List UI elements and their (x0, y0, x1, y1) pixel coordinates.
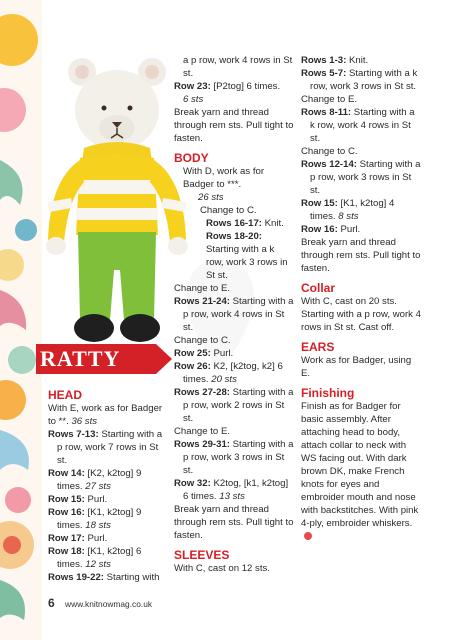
paragraph: a p row, work 4 rows in St st. (183, 55, 293, 79)
page-title: RATTY (40, 346, 121, 371)
paragraph: With C, cast on 12 sts. (174, 563, 270, 574)
stitch-count: 6 sts (183, 94, 204, 105)
website-link[interactable]: www.knitnowmag.co.uk (65, 599, 153, 609)
instruction-row: Rows 1-3: Knit. (301, 55, 369, 66)
instruction-row: Rows 29-31: Starting with a p row, work 3 rows in St st. (174, 439, 294, 476)
ears-heading: EARS (301, 340, 335, 354)
column-body (174, 54, 294, 575)
body-heading: BODY (174, 151, 209, 165)
instruction-row: Rows 7-13: Starting with a p row, work 7 rows in St st. (48, 429, 163, 466)
paragraph: Work as for Badger, using E. (301, 355, 412, 379)
paragraph: Change to C. (200, 205, 257, 216)
instruction-row: Row 15: [K1, k2tog] 4 times. 8 sts (301, 198, 395, 222)
instruction-row: Rows 8-11: Starting with a k row, work 4 rows in St st. (301, 107, 415, 144)
instruction-row: Row 32: K2tog, [k1, k2tog] 6 times. 13 sts (174, 478, 289, 502)
stitch-count: 26 sts (198, 192, 224, 203)
instruction-row: Row 15: Purl. (48, 494, 108, 505)
instruction-row: Row 14: [K2, k2tog] 9 times. 27 sts (48, 468, 142, 492)
paragraph: Change to E. (301, 94, 358, 105)
finishing-heading: Finishing (301, 386, 355, 400)
instruction-row: Row 23: [P2tog] 6 times. (174, 81, 281, 92)
paragraph: Finish as for Badger for basic assembly. After attaching head to body, attach collar to neck with WS facing out. With dark brown DK, make French knots for eyes and embroider mouth and nose with backstitches. With pink 4-ply, embroider whiskers. (301, 400, 421, 543)
instruction-row: Row 18: [K1, k2tog] 6 times. 12 sts (48, 546, 142, 570)
instruction-row: Rows 27-28: Starting with a p row, work 2 rows in St st. (174, 387, 294, 424)
instruction-row: Rows 16-17: Knit. (206, 218, 284, 229)
page-number: 6 (48, 596, 55, 610)
instruction-row: Row 17: Purl. (48, 533, 108, 544)
instruction-row: Rows 5-7: Starting with a k row, work 3 rows in St st. (301, 68, 418, 92)
page-footer (48, 597, 152, 610)
collar-heading: Collar (301, 281, 336, 295)
paragraph: With C, cast on 20 sts. Starting with a p row, work 4 rows in St st. Cast off. (301, 296, 421, 333)
instruction-row: Row 16: [K1, k2tog] 9 times. 18 sts (48, 507, 142, 531)
floral-border-icon (0, 0, 42, 640)
sleeves-heading: SLEEVES (174, 548, 230, 562)
paragraph: Change to E. (174, 426, 231, 437)
paragraph: Break yarn and thread through rem sts. Pull tight to fasten. (174, 107, 294, 144)
instruction-row: Rows 12-14: Starting with a p row, work 3 rows in St st. (301, 159, 421, 196)
instruction-row: Row 25: Purl. (174, 348, 234, 359)
paragraph: Change to C. (301, 146, 358, 157)
paragraph: With D, work as for Badger to ***. (183, 166, 265, 190)
column-sleeves-finishing (301, 54, 421, 543)
end-dot-icon (304, 532, 312, 540)
paragraph: Change to E. (174, 283, 231, 294)
instruction-row: Rows 19-22: Starting with (48, 572, 160, 583)
instruction-row: Rows 18-20: Starting with a k row, work 3 rows in St st. (206, 231, 288, 281)
instruction-row: Row 16: Purl. (301, 224, 361, 235)
paragraph: With E, work as for Badger to **. 36 sts (48, 403, 163, 427)
instruction-row: Row 26: K2, [k2tog, k2] 6 times. 20 sts (174, 361, 283, 385)
paragraph: Break yarn and thread through rem sts. Pull tight to fasten. (301, 237, 421, 274)
instruction-row: Rows 21-24: Starting with a p row, work 4 rows in St st. (174, 296, 294, 333)
head-heading: HEAD (48, 388, 83, 402)
paragraph: Change to C. (174, 335, 231, 346)
column-head (48, 388, 168, 584)
paragraph: Break yarn and thread through rem sts. Pull tight to fasten. (174, 504, 294, 541)
